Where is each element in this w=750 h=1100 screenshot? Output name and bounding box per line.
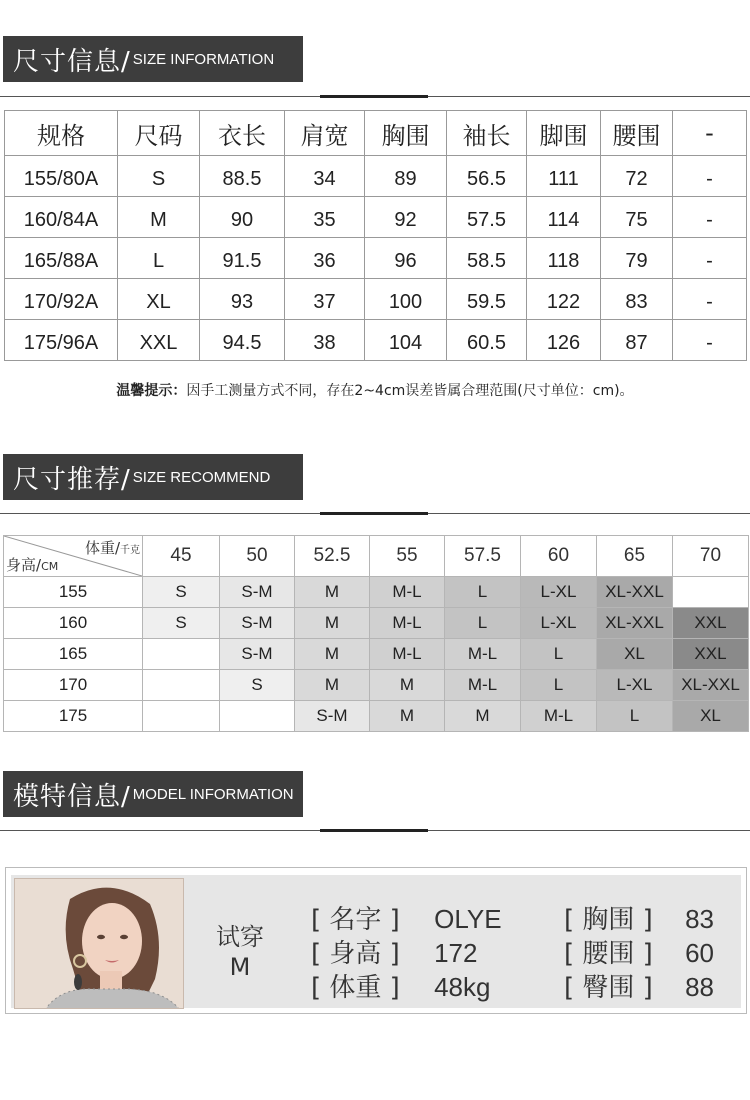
size-cell: M-L (445, 670, 521, 701)
size-cell: L (445, 608, 521, 639)
table-row (5, 279, 747, 320)
weight-axis-label: 体重/千克 (84, 539, 140, 557)
table-cell: 37 (285, 279, 365, 320)
model-information-title-zh: 模特信息/ (13, 781, 131, 812)
weight-header: 57.5 (445, 536, 521, 577)
weight-value: 48kg (434, 972, 491, 1002)
model-information-header (3, 771, 303, 817)
section-divider (0, 830, 750, 831)
column-header: 腰围 (601, 111, 673, 156)
tip-text: 因手工测量方式不同，存在2~4cm误差皆属合理范围(尺寸单位：cm)。 (186, 383, 634, 399)
column-header: 袖长 (447, 111, 527, 156)
size-cell (673, 577, 749, 608)
table-cell: 175/96A (5, 320, 118, 361)
table-cell: 72 (601, 156, 673, 197)
column-header: 规格 (5, 111, 118, 156)
table-cell: 58.5 (447, 238, 527, 279)
size-cell (143, 701, 220, 732)
size-cell: M-L (521, 701, 597, 732)
weight-header: 45 (143, 536, 220, 577)
model-stats-right (564, 903, 714, 1005)
table-cell: - (673, 238, 747, 279)
size-recommend-title-zh: 尺寸推荐/ (13, 464, 131, 495)
table-cell: 36 (285, 238, 365, 279)
size-cell: XXL (673, 608, 749, 639)
size-information-title-en: SIZE INFORMATION (132, 50, 275, 68)
size-cell: L-XL (521, 577, 597, 608)
size-information-title-zh: 尺寸信息/ (13, 46, 131, 77)
weight-header: 65 (597, 536, 673, 577)
table-cell: 60.5 (447, 320, 527, 361)
height-header: 155 (4, 577, 143, 608)
table-cell: 126 (527, 320, 601, 361)
weight-header: 50 (220, 536, 295, 577)
table-cell: 56.5 (447, 156, 527, 197)
size-cell: S (220, 670, 295, 701)
size-recommend-table (3, 535, 749, 732)
bust-label: [ 胸围 ] (564, 905, 653, 935)
size-cell: M (445, 701, 521, 732)
name-value: OLYE (434, 904, 502, 934)
size-cell: S (143, 608, 220, 639)
waist-value: 60 (685, 938, 715, 968)
model-portrait-illustration (15, 879, 184, 1009)
size-cell (143, 670, 220, 701)
corner-header (4, 536, 143, 577)
section-divider (0, 513, 750, 514)
table-cell: XL (118, 279, 200, 320)
size-cell: M-L (370, 577, 445, 608)
table-cell: 57.5 (447, 197, 527, 238)
size-cell: S-M (220, 577, 295, 608)
model-name-row (311, 903, 502, 937)
table-cell: 83 (601, 279, 673, 320)
size-cell (143, 639, 220, 670)
table-row (4, 608, 749, 639)
size-cell: L-XL (597, 670, 673, 701)
column-header: 胸围 (365, 111, 447, 156)
table-row (4, 577, 749, 608)
size-cell: S (143, 577, 220, 608)
table-cell: 93 (200, 279, 285, 320)
model-info-panel (11, 875, 741, 1008)
size-cell: L (597, 701, 673, 732)
size-cell (220, 701, 295, 732)
model-weight-row (311, 971, 502, 1005)
size-cell: XL-XXL (597, 608, 673, 639)
tip-bold-label: 温馨提示： (116, 383, 187, 399)
size-cell: L-XL (521, 608, 597, 639)
table-cell: 160/84A (5, 197, 118, 238)
table-cell: 35 (285, 197, 365, 238)
table-row (4, 639, 749, 670)
hip-label: [ 臀围 ] (564, 973, 653, 1003)
table-cell: 90 (200, 197, 285, 238)
model-stats-left (311, 903, 502, 1005)
table-cell: 114 (527, 197, 601, 238)
weight-header: 55 (370, 536, 445, 577)
recommend-header-row (4, 536, 749, 577)
table-cell: 91.5 (200, 238, 285, 279)
measurement-tip (0, 380, 750, 400)
size-recommend-header (3, 454, 303, 500)
size-cell: M (295, 670, 370, 701)
waist-label: [ 腰围 ] (564, 939, 653, 969)
column-header: - (673, 111, 747, 156)
table-cell: L (118, 238, 200, 279)
table-cell: - (673, 279, 747, 320)
table-cell: 94.5 (200, 320, 285, 361)
table-cell: 75 (601, 197, 673, 238)
size-cell: M (370, 670, 445, 701)
height-value: 172 (434, 938, 478, 968)
table-cell: 165/88A (5, 238, 118, 279)
size-cell: M (295, 639, 370, 670)
size-cell: M-L (370, 608, 445, 639)
table-row (4, 701, 749, 732)
model-card (5, 867, 747, 1014)
height-label: [ 身高 ] (311, 939, 400, 969)
size-cell: M-L (370, 639, 445, 670)
table-row (5, 238, 747, 279)
model-photo (14, 878, 184, 1009)
height-header: 175 (4, 701, 143, 732)
table-cell: 111 (527, 156, 601, 197)
bust-value: 83 (685, 904, 715, 934)
table-cell: M (118, 197, 200, 238)
name-label: [ 名字 ] (311, 905, 400, 935)
try-on-size (216, 922, 264, 982)
table-cell: 100 (365, 279, 447, 320)
size-cell: XL-XXL (597, 577, 673, 608)
size-cell: XL (673, 701, 749, 732)
table-row (4, 670, 749, 701)
table-cell: - (673, 156, 747, 197)
table-cell: 104 (365, 320, 447, 361)
table-cell: - (673, 197, 747, 238)
height-header: 165 (4, 639, 143, 670)
size-cell: L (445, 577, 521, 608)
table-cell: 170/92A (5, 279, 118, 320)
weight-header: 60 (521, 536, 597, 577)
model-bust-row (564, 903, 714, 937)
table-cell: 89 (365, 156, 447, 197)
table-cell: - (673, 320, 747, 361)
table-cell: S (118, 156, 200, 197)
try-on-size-value: M (229, 953, 251, 981)
size-cell: XL-XXL (673, 670, 749, 701)
model-height-row (311, 937, 502, 971)
size-cell: M (370, 701, 445, 732)
table-cell: 38 (285, 320, 365, 361)
model-waist-row (564, 937, 714, 971)
try-on-label: 试穿 (216, 923, 264, 951)
section-divider (0, 96, 750, 97)
size-table-header-row (5, 111, 747, 156)
model-information-title-en: MODEL INFORMATION (132, 785, 294, 803)
size-cell: S-M (220, 608, 295, 639)
size-cell: M (295, 608, 370, 639)
weight-label: [ 体重 ] (311, 973, 400, 1003)
table-cell: XXL (118, 320, 200, 361)
column-header: 衣长 (200, 111, 285, 156)
table-cell: 79 (601, 238, 673, 279)
size-cell: M (295, 577, 370, 608)
size-cell: L (521, 670, 597, 701)
model-hip-row (564, 971, 714, 1005)
column-header: 肩宽 (285, 111, 365, 156)
table-cell: 96 (365, 238, 447, 279)
table-row (5, 320, 747, 361)
weight-header: 52.5 (295, 536, 370, 577)
table-cell: 122 (527, 279, 601, 320)
table-cell: 34 (285, 156, 365, 197)
height-axis-label: 身高/CM (6, 556, 59, 574)
height-header: 170 (4, 670, 143, 701)
table-cell: 59.5 (447, 279, 527, 320)
size-recommend-title-en: SIZE RECOMMEND (132, 468, 271, 486)
table-cell: 88.5 (200, 156, 285, 197)
table-row (5, 197, 747, 238)
weight-header: 70 (673, 536, 749, 577)
table-cell: 118 (527, 238, 601, 279)
column-header: 脚围 (527, 111, 601, 156)
size-cell: L (521, 639, 597, 670)
column-header: 尺码 (118, 111, 200, 156)
table-cell: 87 (601, 320, 673, 361)
size-cell: XXL (673, 639, 749, 670)
table-cell: 92 (365, 197, 447, 238)
height-header: 160 (4, 608, 143, 639)
size-cell: S-M (295, 701, 370, 732)
table-row (5, 156, 747, 197)
size-cell: S-M (220, 639, 295, 670)
size-information-table (4, 110, 747, 361)
size-cell: M-L (445, 639, 521, 670)
size-information-header (3, 36, 303, 82)
table-cell: 155/80A (5, 156, 118, 197)
hip-value: 88 (685, 972, 715, 1002)
size-cell: XL (597, 639, 673, 670)
